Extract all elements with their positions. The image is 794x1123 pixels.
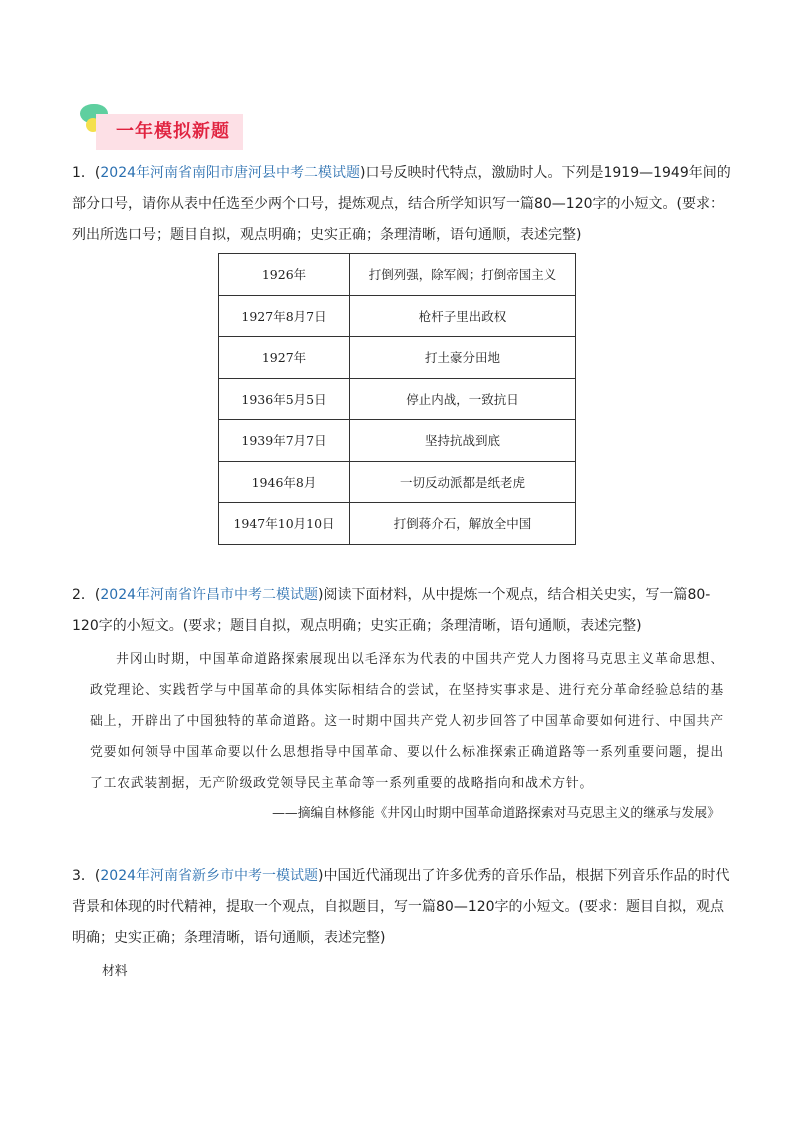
table-row	[219, 378, 576, 420]
slogan-table	[218, 253, 576, 545]
date-cell: 1927年	[219, 337, 350, 379]
table-row	[219, 295, 576, 337]
date-cell: 1946年8月	[219, 461, 350, 503]
question-number: 1．(	[72, 165, 101, 181]
question-text: )中国近代涌现出了许多优秀的音乐作品，根据下列音乐作品的时代背景和体现的时代精神，提取一个观点，自拟题目，写一篇80—120字的小短文。(要求：题目自拟，观点明确；史实正确；条理清晰，语句通顺，表述完整)	[72, 868, 730, 946]
material-label: 材料	[102, 964, 128, 979]
table-row	[219, 461, 576, 503]
date-cell: 1926年	[219, 254, 350, 296]
date-cell: 1947年10月10日	[219, 503, 350, 545]
material-paragraph: 井冈山时期，中国革命道路探索展现出以毛泽东为代表的中国共产党人力图将马克思主义革命思想、政党理论、实践哲学与中国革命的具体实际相结合的尝试，在坚持实事求是、进行充分革命经验总结的基础上，开辟出了中国独特的革命道路。这一时期中国共产党人初步回答了中国革命要如何进行、中国共产党要如何领导中国革命要以什么思想指导中国革命、要以什么标准探索正确道路等一系列重要问题，提出了工农武装割据，无产阶级政党领导民主革命等一系列重要的战略指向和战术方针。	[90, 652, 724, 791]
table-row	[219, 420, 576, 462]
material-attribution: ——摘编自林修能《井冈山时期中国革命道路探索对马克思主义的继承与发展》	[272, 806, 720, 821]
question-1	[72, 158, 732, 251]
question-source: 2024年河南省许昌市中考二模试题	[100, 587, 319, 603]
slogan-cell: 打倒列强，除军阀；打倒帝国主义	[350, 254, 576, 296]
date-cell: 1936年5月5日	[219, 378, 350, 420]
question-number: 3．(	[72, 868, 101, 884]
date-cell: 1939年7月7日	[219, 420, 350, 462]
question-source: 2024年河南省南阳市唐河县中考二模试题	[100, 165, 361, 181]
section-header	[80, 104, 244, 150]
question-text: )阅读下面材料，从中提炼一个观点，结合相关史实，写一篇80-120字的小短文。(要求；题目自拟，观点明确；史实正确；条理清晰，语句通顺，表述完整)	[72, 587, 711, 634]
question-number: 2．(	[72, 587, 101, 603]
slogan-cell: 停止内战，一致抗日	[350, 378, 576, 420]
table-row	[219, 254, 576, 296]
question-3	[72, 861, 732, 954]
question-source: 2024年河南省新乡市中考一模试题	[100, 868, 319, 884]
slogan-cell: 打土豪分田地	[350, 337, 576, 379]
table-row	[219, 337, 576, 379]
date-cell: 1927年8月7日	[219, 295, 350, 337]
slogan-cell: 打倒蒋介石，解放全中国	[350, 503, 576, 545]
question-text: )口号反映时代特点，激励时人。下列是1919—1949年间的部分口号，请你从表中任选至少两个口号，提炼观点，结合所学知识写一篇80—120字的小短文。(要求：列出所选口号；题目自拟，观点明确；史实正确；条理清晰，语句通顺，表述完整)	[72, 165, 731, 243]
table-row	[219, 503, 576, 545]
slogan-cell: 一切反动派都是纸老虎	[350, 461, 576, 503]
section-title: 一年模拟新题	[96, 114, 243, 150]
question-2	[72, 580, 732, 642]
slogan-cell: 坚持抗战到底	[350, 420, 576, 462]
slogan-cell: 枪杆子里出政权	[350, 295, 576, 337]
